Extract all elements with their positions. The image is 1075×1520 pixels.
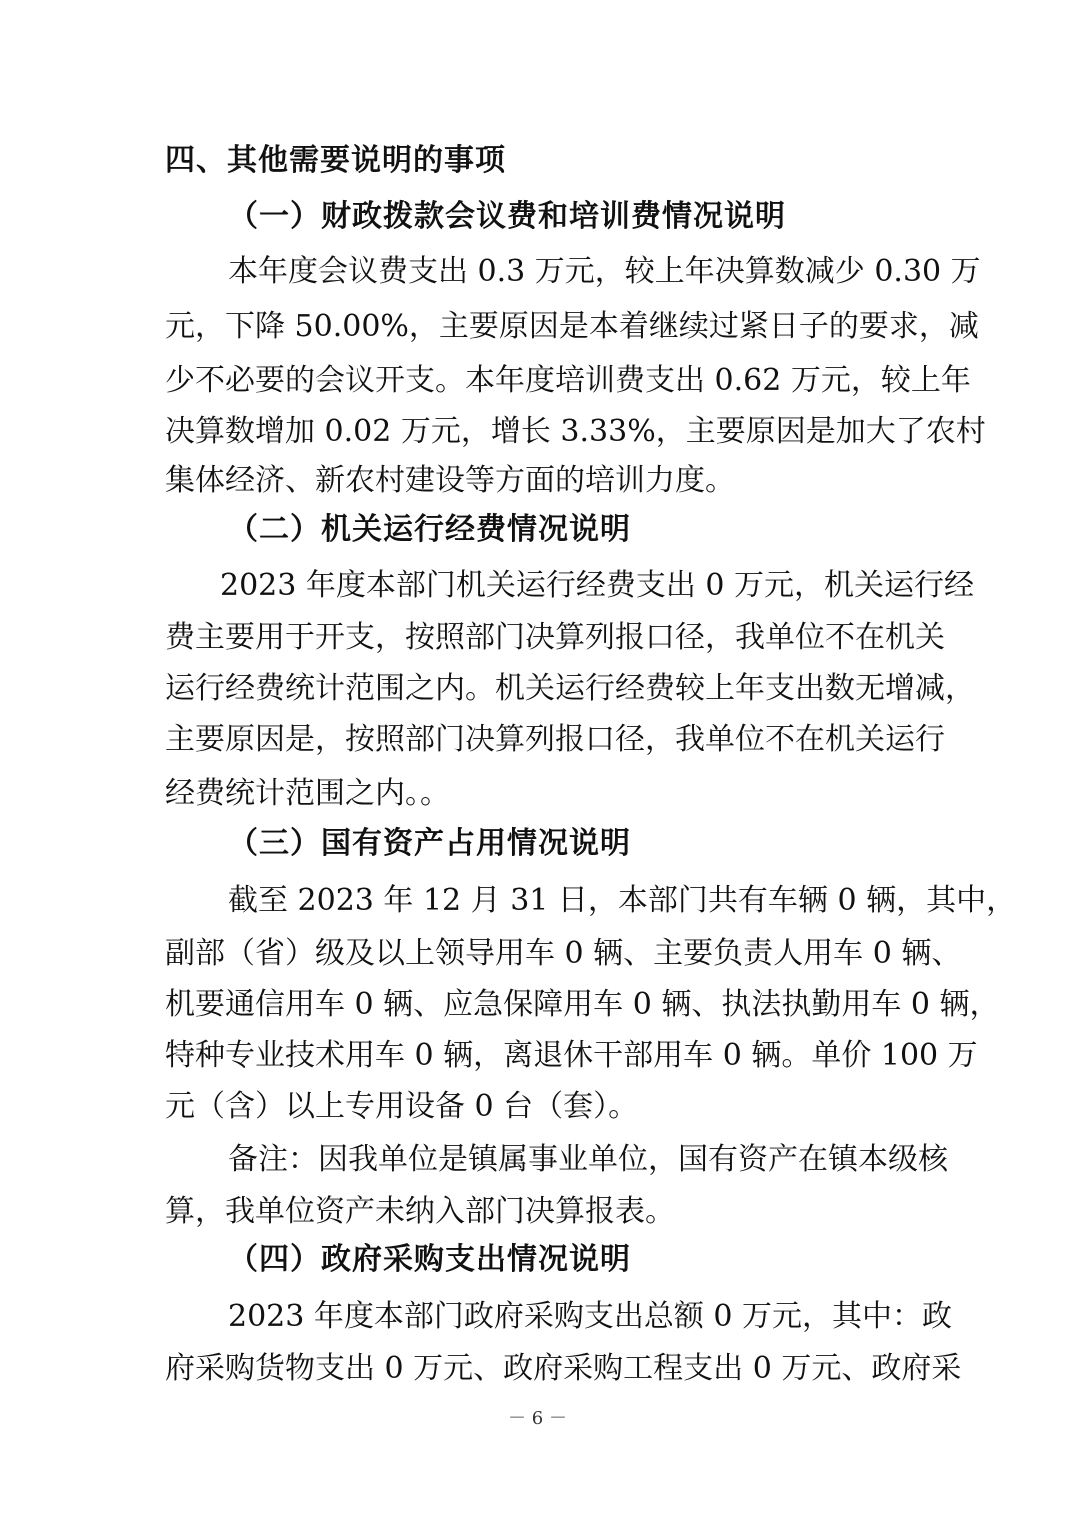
section-title: 四、其他需要说明的事项 (165, 143, 506, 178)
paragraph-line: 集体经济、新农村建设等方面的培训力度。 (165, 463, 735, 498)
paragraph-line: 费主要用于开支，按照部门决算列报口径，我单位不在机关 (165, 620, 945, 655)
paragraph-line: 元（含）以上专用设备 0 台（套）。 (165, 1089, 639, 1124)
note-line: 备注：因我单位是镇属事业单位，国有资产在镇本级核 (228, 1142, 948, 1177)
paragraph-line: 运行经费统计范围之内。机关运行经费较上年支出数无增减， (165, 671, 975, 706)
paragraph-line: 主要原因是，按照部门决算列报口径，我单位不在机关运行 (165, 722, 945, 757)
subsection-heading-1: （一）财政拨款会议费和培训费情况说明 (228, 199, 786, 234)
paragraph-line: 决算数增加 0.02 万元，增长 3.33%，主要原因是加大了农村 (165, 414, 986, 449)
subsection-heading-4: （四）政府采购支出情况说明 (228, 1242, 631, 1277)
note-line: 算，我单位资产未纳入部门决算报表。 (165, 1194, 675, 1229)
paragraph-line: 截至 2023 年 12 月 31 日，本部门共有车辆 0 辆，其中， (228, 883, 1017, 918)
paragraph-line: 元，下降 50.00%，主要原因是本着继续过紧日子的要求，减 (165, 309, 979, 344)
paragraph-line: 少不必要的会议开支。本年度培训费支出 0.62 万元，较上年 (165, 363, 971, 398)
subsection-heading-2: （二）机关运行经费情况说明 (228, 512, 631, 547)
subsection-heading-3: （三）国有资产占用情况说明 (228, 826, 631, 861)
page-number: － 6 － (508, 1408, 567, 1429)
paragraph-line: 2023 年度本部门政府采购支出总额 0 万元，其中：政 (228, 1299, 953, 1334)
paragraph-line: 特种专业技术用车 0 辆，离退休干部用车 0 辆。单价 100 万 (165, 1038, 978, 1073)
paragraph-line: 2023 年度本部门机关运行经费支出 0 万元，机关运行经 (220, 568, 975, 603)
paragraph-line: 机要通信用车 0 辆、应急保障用车 0 辆、执法执勤用车 0 辆， (165, 987, 1000, 1022)
paragraph-line: 经费统计范围之内。。 (165, 776, 450, 811)
paragraph-line: 府采购货物支出 0 万元、政府采购工程支出 0 万元、政府采 (165, 1351, 962, 1386)
paragraph-line: 副部（省）级及以上领导用车 0 辆、主要负责人用车 0 辆、 (165, 936, 962, 971)
paragraph-line: 本年度会议费支出 0.3 万元，较上年决算数减少 0.30 万 (228, 254, 981, 289)
